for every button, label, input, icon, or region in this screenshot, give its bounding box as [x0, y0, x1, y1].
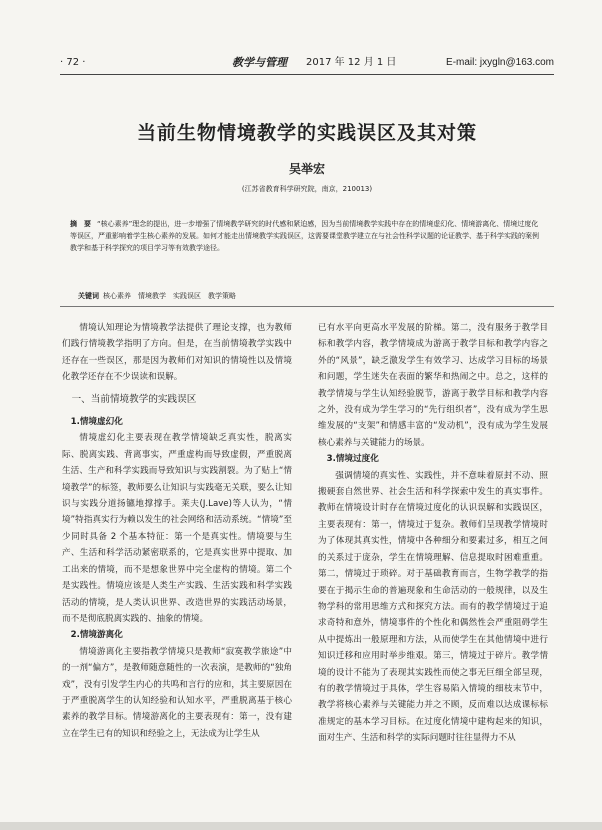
- article-title: 当前生物情境教学的实践误区及其对策: [136, 122, 477, 144]
- abstract-text: “核心素养”理念的提出，进一步增强了情境教学研究的时代感和紧迫感，因为当前情境教学实践中存在的情境虚幻化、情境游离化、情境过度化等误区，严重影响着学生核心素养的发展。如何才能走出情境教学实践误区，这需要课堂教学建立在与社会性科学议题的论证教学、基于科学实践的案例教学和基于科学探究的项目学习等有效教学途径。: [70, 220, 539, 252]
- abstract-label: 摘 要: [70, 220, 91, 228]
- paragraph: 情境游离化主要指教学情境只是教师“寂寞教学旅途”中的一剂“偏方”，是教师随意随性的一次表演，是教师的“独角戏”，没有引发学生内心的共鸣和言行的应和，其主要原因在于严重脱离学生的认知经验和认知水平，严重脱离基于核心素养的教学目标。情境游离化的主要表现有：第一，没有建立在学生已有的知识和经验之上，无法成为让学生从: [62, 646, 292, 739]
- keywords-rule: [60, 306, 554, 307]
- paragraph: 情境虚幻化主要表现在教学情境缺乏真实性，脱离实际、脱离实践、背离事实，严重虚构而导致虚假，严重脱离生活、生产和科学实践而导致知识与实践割裂。为了贴上“情境教学”的标签，教师要么让知识与实践毫无关联，要么让知识与实践分道扬镳地撑撑手。莱夫(J.Lave)等人认为，“情境”特指真实行为赖以发生的社会网络和活动系统。“情境”至少同时具备 2 个基本特征：第一个是真实性。情境要与生产、生活和科学活动紧密联系的，它是真实世界中提取、加工出来的情境，而不是想象世界中完全虚构的情境。第二个是实践性。情境应该是人类生产实践、生活实践和科学实践活动的情境，是人类认识世界、改造世界的实践活动场景，而不是彻底脱离实践的、抽象的情境。: [62, 433, 292, 624]
- header-rule: [60, 74, 554, 75]
- subsection-heading: 3.情境过度化: [326, 454, 379, 465]
- section-heading: 一、当前情境教学的实践误区: [71, 393, 197, 405]
- abstract: [70, 218, 544, 254]
- page-bottom-edge: [0, 822, 602, 830]
- journal-name: 教学与管理: [232, 56, 287, 69]
- paragraph: 已有水平向更高水平发展的阶梯。第二，没有服务于教学目标和教学内容，教学情境成为游离于教学目标和教学内容之外的“风景”，缺乏激发学生有效学习、达成学习目标的场景和问题，学生迷失在表面的繁华和热闹之中。总之，这样的教学情境与学生认知经验脱节，游离于教学目标和教学内容之外，没有成为学生学习的“先行组织者”，没有成为学生思维发展的“支架”和情感丰富的“发动机”，没有成为学生发展核心素养与关键能力的场景。: [318, 323, 548, 448]
- article-author: 吴举宏: [288, 162, 325, 176]
- author-affiliation: (江苏省教育科学研究院，南京，210013): [241, 185, 373, 193]
- contact-email: E-mail: jxygln@163.com: [446, 57, 554, 68]
- body-column-right: [318, 320, 548, 747]
- paragraph: 情境认知理论为情境教学法提供了理论支撑，也为教师们践行情境教学指明了方向。但是，在当前情境教学实践中还存在一些误区，那是因为教师们对知识的情境性以及情境化教学还存在不少误读和误解。: [62, 323, 292, 383]
- issue-date: 2017 年 12 月 1 日: [306, 57, 397, 68]
- page-number: · 72 ·: [60, 57, 86, 68]
- paragraph: 强调情境的真实性、实践性，并不意味着原封不动、照搬硬套自然世界、社会生活和科学探索中发生的真实事件。教师在情境设计时存在情境过度化的认识误解和实践误区，主要表现有：第一，情境过于复杂。教师们呈现教学情境时为了体现其真实性，情境中各种细分和要素过多，相互之间的关系过于庞杂，学生在情境理解、信息提取时困难重重。第二，情境过于琐碎。对于基础教育而言，生物学教学的指要在于揭示生命的普遍现象和生命活动的一般规律，以及生物学科的常用思维方式和探究方法。而有的教学情境过于追求奇特和意外，情境事件的个性化和偶然性会严重阻碍学生从中提炼出一般原理和方法，从而使学生在其他情境中进行知识迁移和应用时举步维艰。第三，情境过于碎片。教学情境的设计不能为了表现其实践性而使之事无巨细全部呈现，有的教学情境过于具体，学生容易陷入情境的细枝末节中，教学将核心素养与关键能力并之不顾，反而难以达成课标标准规定的基本学习目标。在过度化情境中建构起来的知识，面对生产、生活和科学的实际问题时往往显得力不从: [318, 470, 548, 744]
- keywords-text: 核心素养 情境教学 实践误区 教学策略: [103, 292, 236, 300]
- body-column-left: [62, 320, 292, 742]
- subsection-heading: 1.情境虚幻化: [70, 417, 123, 428]
- subsection-heading: 2.情境游离化: [70, 630, 123, 641]
- running-header: [60, 54, 554, 72]
- keywords-label: 关键词: [78, 292, 99, 300]
- keywords: [78, 290, 544, 302]
